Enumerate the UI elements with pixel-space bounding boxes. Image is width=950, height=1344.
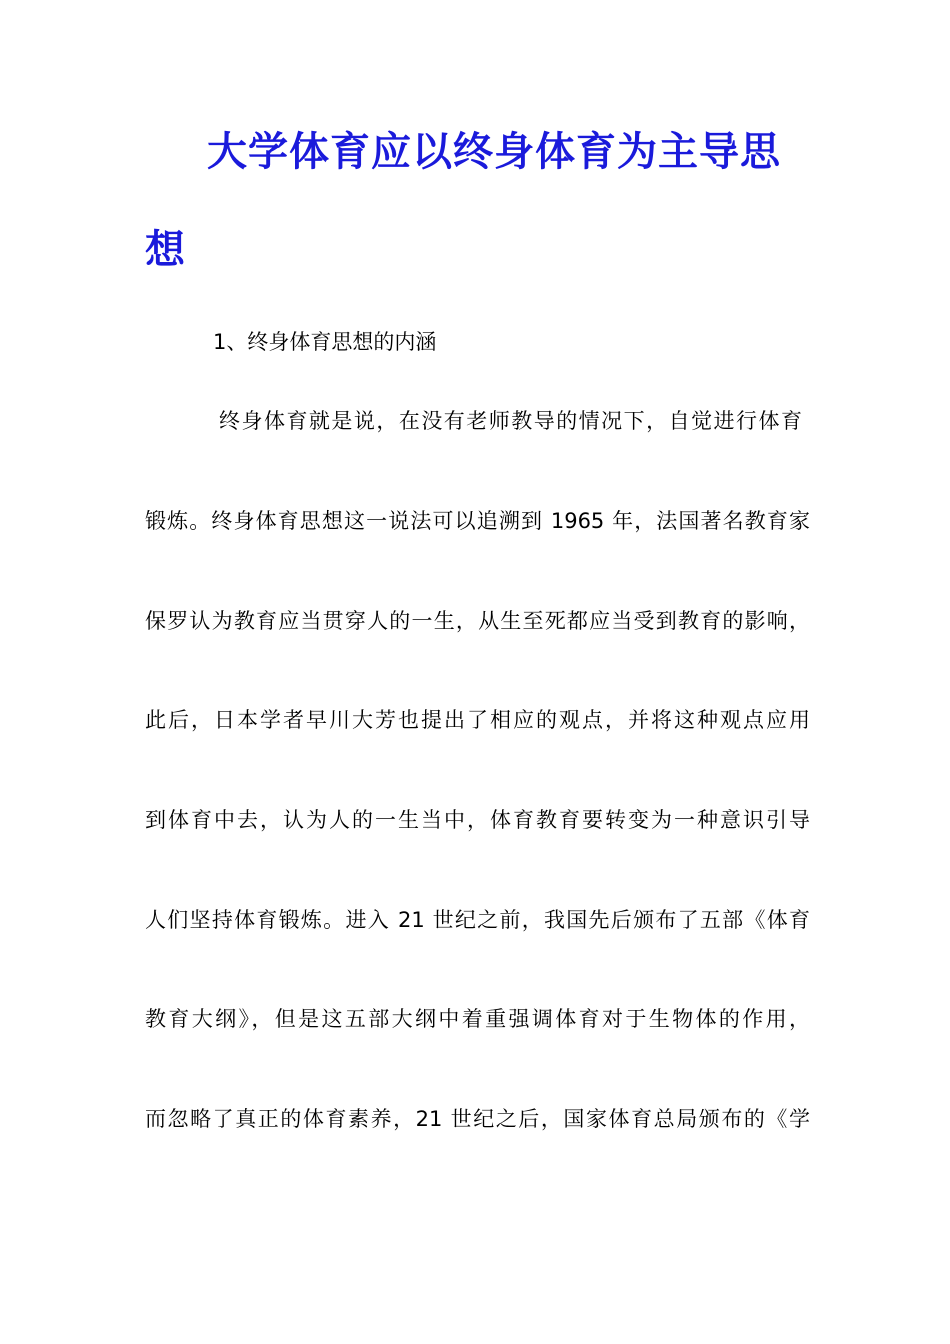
paragraph-line: 保罗认为教育应当贯穿人的一生，从生至死都应当受到教育的影响， <box>145 609 810 633</box>
document-title-line-1: 大学体育应以终身体育为主导思 <box>207 129 781 175</box>
section-heading: 1、终身体育思想的内涵 <box>213 330 437 354</box>
paragraph-line: 此后，日本学者早川大芳也提出了相应的观点，并将这种观点应用 <box>145 708 810 732</box>
paragraph-line: 到体育中去，认为人的一生当中，体育教育要转变为一种意识引导 <box>145 808 810 832</box>
paragraph-line: 教育大纲》，但是这五部大纲中着重强调体育对于生物体的作用， <box>145 1007 810 1031</box>
document-title-line-2: 想 <box>145 227 185 273</box>
paragraph-line: 终身体育就是说，在没有老师教导的情况下，自觉进行体育 <box>219 409 802 433</box>
paragraph-line: 而忽略了真正的体育素养，21 世纪之后，国家体育总局颁布的《学 <box>145 1107 810 1131</box>
paragraph-line: 人们坚持体育锻炼。进入 21 世纪之前，我国先后颁布了五部《体育 <box>145 908 810 932</box>
paragraph-line: 锻炼。终身体育思想这一说法可以追溯到 1965 年，法国著名教育家 <box>145 509 810 533</box>
